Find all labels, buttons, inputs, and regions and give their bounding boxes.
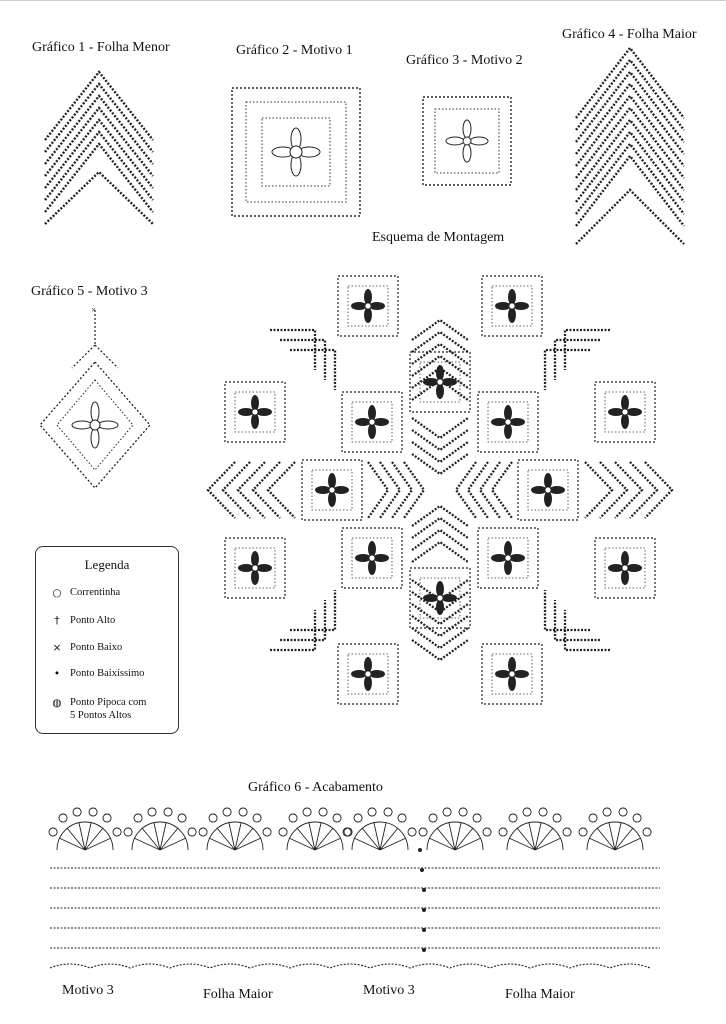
legend-label: Ponto Pipoca com [70,697,147,708]
chart-3-motif-2 [423,97,511,185]
chart-2-title: Gráfico 2 - Motivo 1 [236,43,353,58]
chart-4-leaf-large [576,48,684,244]
assembly-scheme [208,276,672,704]
bottom-label-leaf-large: Folha Maior [505,987,575,1002]
legend-title: Legenda [84,557,130,572]
legend-label-line2: 5 Pontos Altos [70,710,132,721]
chart-4-title: Gráfico 4 - Folha Maior [562,27,697,42]
chart-2-motif-1 [232,88,360,216]
legend-label: Ponto Baixíssimo [70,668,145,679]
legend-label: Correntinha [70,587,121,598]
chart-5-motif-3 [40,305,150,488]
double-crochet-icon: † [54,615,60,627]
assembly-scheme-title: Esquema de Montagem [372,230,505,245]
chart-6-finishing [49,808,660,968]
legend-label: Ponto Baixo [70,642,123,653]
chart-5-title: Gráfico 5 - Motivo 3 [31,284,148,299]
chart-3-title: Gráfico 3 - Motivo 2 [406,53,523,68]
chain-stitch-icon: ○ [52,587,62,599]
legend [35,546,179,734]
single-crochet-icon: × [52,642,62,654]
svg-text:×: × [91,305,97,315]
slip-stitch-icon: • [53,668,61,680]
bottom-label-motif-3: Motivo 3 [363,983,415,998]
popcorn-stitch-icon: ◍ [52,697,62,709]
bottom-label-leaf-large: Folha Maior [203,987,273,1002]
bottom-label-motif-3: Motivo 3 [62,983,114,998]
legend-label: Ponto Alto [70,615,116,626]
chart-1-leaf-small [45,72,153,224]
chart-6-title: Gráfico 6 - Acabamento [248,780,383,795]
chart-1-title: Gráfico 1 - Folha Menor [32,40,170,55]
